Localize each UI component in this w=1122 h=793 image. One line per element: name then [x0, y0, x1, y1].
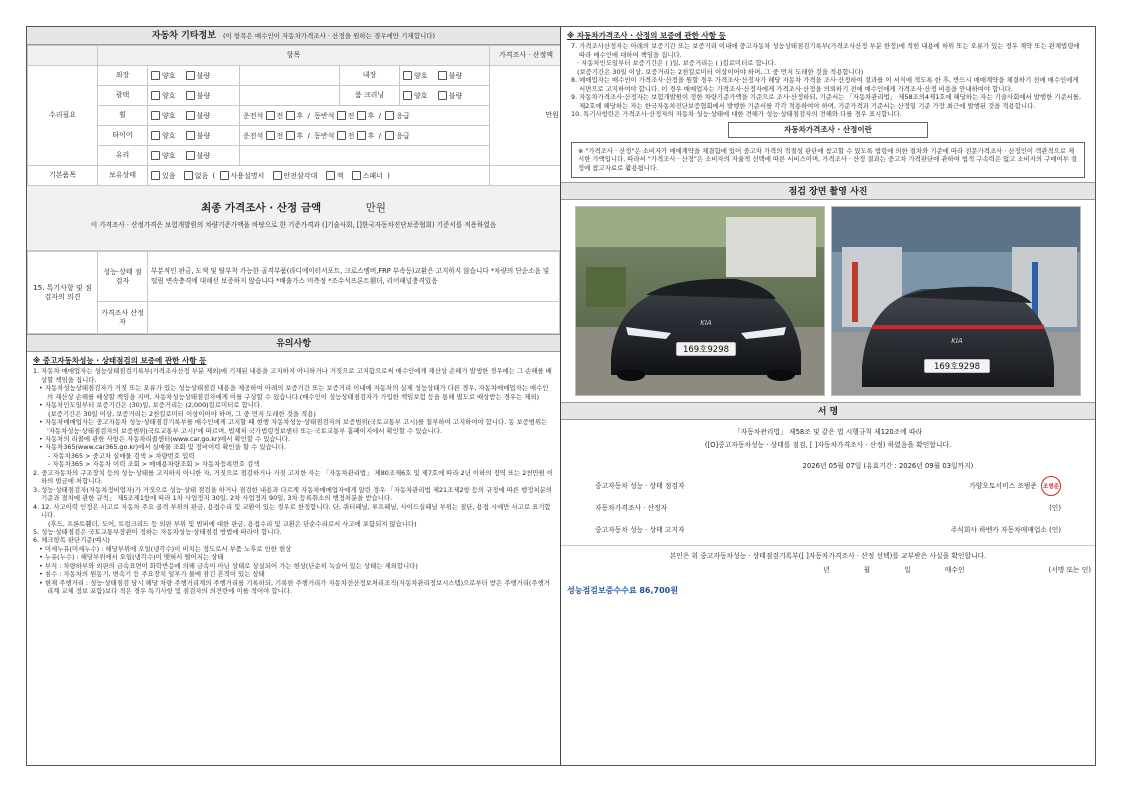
checkbox[interactable]: [352, 171, 361, 180]
row-room-cleaning: 룸 크리닝: [340, 86, 400, 106]
checkbox[interactable]: [357, 131, 366, 140]
inspection-record-sheet: [26, 26, 1096, 766]
note-item: • 자동차성능상태점검자가 거짓 또는 오류가 있는 성능상태점검 내용을 제공하여 아래의 보증기간 또는 보증거리 이내에 자동차의 실제 성능상태가 다른 경우, 자동차매매업자는 매수인의 재산상 손해를 배상할 책임을 지며, 자동차성능상태점검자에게 이를 구상할 수 있습니다.(매수인이 성능상태점검자가 가입한 책임보험 등을 통해 별도로 배상받는 경우는 제외): [33, 384, 554, 401]
row-tire: 타이어: [98, 126, 148, 146]
opt-label: 있음: [162, 171, 176, 180]
checkbox[interactable]: [286, 131, 295, 140]
car-front-image: [576, 207, 825, 396]
emergency-label: 응급: [396, 131, 410, 140]
price-assessor-opinion: [148, 302, 560, 334]
price-unit: 만원: [490, 66, 561, 166]
checkbox[interactable]: [186, 71, 195, 80]
basic-status: 보유상태: [98, 166, 148, 186]
checkbox[interactable]: [286, 111, 295, 120]
note-item: • 부식 : 차량하부와 외판의 금속표면이 화학반응에 의해 금속이 아닌 상태로 상실되어 가는 현상(단순히 녹슬어 있는 상태는 제외합니다): [33, 562, 554, 570]
front-label: 전: [276, 111, 284, 120]
item-label: 잭: [336, 171, 344, 180]
checkbox[interactable]: [186, 91, 195, 100]
checkbox[interactable]: [266, 131, 275, 140]
sign-row-assessor: [571, 497, 1085, 519]
cautions-heading: ※ 중고자동차성능 · 상태점검의 보증에 관한 사항 등: [33, 356, 207, 365]
rear-label: 후: [367, 111, 375, 120]
note-item: 4. 12. 사고이력 인정은 사고로 자동차 주요 골격 부위의 판금, 용접수리 및 교환이 있는 경우로 한정합니다. 단, 쿼터패널, 루프패널, 사이드실패널 부위는 절단, 용접 시에만 사고로 표기합니다.: [33, 502, 551, 520]
passenger-label: 동반석: [314, 111, 335, 120]
note-item: · 자동차인도일부터 보증기간은 ( )일, 보증거리는 ( )킬로미터로 합니다.: [577, 59, 776, 68]
opt-label: 양호: [162, 111, 176, 120]
signature-section: [561, 420, 1095, 582]
checkbox[interactable]: [186, 151, 195, 160]
seal-text: 조범준: [1043, 484, 1059, 491]
header-price: 가격조사 · 산정액: [490, 46, 561, 66]
cautions-list: [27, 367, 560, 595]
checkbox[interactable]: [385, 111, 394, 120]
checkbox[interactable]: [151, 71, 160, 80]
opt-label: 양호: [414, 91, 428, 100]
sign-role: 중고자동차 성능 · 상태 점검자: [595, 481, 685, 490]
red-seal-icon: [1041, 476, 1061, 496]
note-item: (후드, 프론트휀더, 도어, 트렁크리드 등 외판 부위 및 범퍼에 대한 판금, 용접수리 및 교환은 단순수리로서 사고에 포함되지 않습니다): [48, 519, 417, 528]
final-price-unit: 만원: [365, 202, 386, 214]
sign-name: (인): [1049, 503, 1061, 512]
checkbox[interactable]: [403, 71, 412, 80]
opt-label: 불량: [196, 131, 211, 140]
left-column: [27, 27, 561, 765]
checkbox[interactable]: [151, 151, 160, 160]
price-notes-list: [561, 42, 1095, 118]
checkbox[interactable]: [220, 171, 229, 180]
item-label: 안전삼각대: [283, 171, 318, 180]
emergency-label: 응급: [396, 111, 410, 120]
note-item: 8. 매매업자는 매수인이 가격조사·산정을 원할 경우 가격조사·산정자가 해당 자동차 가격을 조사·산정하여 결과를 이 서식에 적도록 한 후, 반드시 매매계약을 체결하기 전에 매수인에게 서면으로 고지하여야 합니다. 이 경우 매매업자는 가격조사·산정자에게 가격조사·산정을 의뢰하기 전에 매수인에게 가격조사·산정 비용을 안내하여야 합니다.: [571, 76, 1079, 93]
final-sub-opt1: ]기술사회, [: [324, 221, 360, 230]
year-label: 년: [823, 565, 830, 574]
front-label: 전: [276, 131, 284, 140]
checkbox[interactable]: [184, 171, 193, 180]
inspection-photo-front: [575, 206, 825, 396]
driver-label: 운전석: [243, 111, 264, 120]
front-label: 전: [347, 111, 355, 120]
header-item: 항목: [98, 46, 490, 66]
car-rear-image: [832, 207, 1081, 396]
price-box-title: 자동차가격조사 · 산정이란: [728, 122, 928, 137]
checkbox[interactable]: [151, 111, 160, 120]
note-item: • 자동차인도일부터 보증기간은 (30)일, 보증거리는 (2,000)킬로미터로 합니다.: [33, 401, 554, 409]
note-item: 1. 자동차 매매업자는 성능상태점검기록부(가격조사산정 부분 제외)에 기재된 내용을 고지하지 아니하거나 거짓으로 고지함으로써 매수인에게 재산상 손해가 발생한 경우에는 그 손해를 배상할 책임을 집니다.: [33, 367, 552, 384]
buyer-row: [561, 566, 1095, 574]
signature-band: [561, 402, 1095, 420]
opt-label: 불량: [196, 151, 211, 160]
opinion-label: 15. 특기사항 및 점검자의 의견: [28, 252, 98, 334]
sign-name: 가양오토서비스 조범준: [969, 481, 1037, 490]
row-exterior: 외장: [98, 66, 148, 86]
note-item: 5. 성능·상태점검은 국토교통부장관이 정하는 자동차성능·상태점검 방법에 따라야 합니다.: [33, 527, 282, 536]
opinion-table: [27, 251, 560, 334]
note-item: • 누유(누수) : 해당부위에서 오일(냉각수)이 맺혀서 떨어지는 상태: [33, 553, 554, 561]
sign-role: 자동차가격조사 · 산정자: [595, 503, 668, 512]
rear-label: 후: [367, 131, 375, 140]
row-wheel: 휠: [98, 106, 148, 126]
opt-label: 양호: [162, 151, 176, 160]
other-info-title: 자동차 기타정보: [151, 31, 216, 41]
final-price-section: [27, 186, 560, 251]
item-label: 사용설명서: [230, 171, 265, 180]
opt-label: 양호: [414, 71, 428, 80]
note-item: (보증기간은 30일 이상, 보증거리는 2천킬로미터 이상이어야 하며, 그 중 먼저 도래한 것을 적용): [48, 409, 316, 418]
note-item: • 침수 : 자동차의 원동기, 변속기 등 주요장치 일부가 물에 잠긴 흔적이 있는 상태: [33, 570, 554, 578]
row-glass: 유리: [98, 146, 148, 166]
opt-label: 없음: [194, 171, 209, 180]
inspector-label: 성능·상태 점검자: [98, 252, 148, 302]
kia-logo: KIA: [700, 318, 712, 327]
checkbox[interactable]: [151, 171, 160, 180]
checkbox[interactable]: [186, 111, 195, 120]
opt-label: 불량: [448, 71, 463, 80]
checkbox[interactable]: [385, 131, 394, 140]
inspection-photo-rear: [831, 206, 1081, 396]
opt-label: 불량: [196, 71, 211, 80]
opt-label: 양호: [162, 131, 176, 140]
opt-label: 불량: [448, 91, 463, 100]
photos-title: 점검 장면 촬영 사진: [788, 186, 868, 197]
note-item: • 자동차매매업자는 중고자동차 성능·상태점검기록부를 매수인에게 고지할 때 현행 자동차성능·상태점검자의 보증범위(국토교통부 고시)를 첨부하여 고지하여야 합니다. 동 보증범위는 '자동차성능·상태점검자의 보증범위(국토교통부 고시)'에 따르며, 법제처 국가법령정보센터 또는 국토교통부 홈페이지에서 확인할 수 있습니다.: [33, 418, 554, 435]
item-label: 스패너: [362, 171, 383, 180]
price-box-text: ※ "가격조사 · 산정"은 소비자가 매매계약을 체결함에 있어 중고차 가격의 적절성 판단에 참고할 수 있도록 법령에 의한 절차와 기준에 따라 전문가격조사 · 산정인이 객관적으로 제시한 가액입니다. 따라서 "가격조사 · 산정"은 소비자의 자율적 선택에 따른 서비스이며, 가격조사 · 산정 결과는 중고차 가격판단에 관하여 법적 구속력은 없고 소비자의 구매여부 결정에 참고자료로 활용됩니다.: [571, 142, 1085, 178]
opt-label: 양호: [162, 71, 176, 80]
front-label: 전: [347, 131, 355, 140]
other-info-note: (이 항목은 매수인이 자동차가격조사 · 산정을 원하는 경우에만 기재합니다): [223, 32, 436, 40]
checkbox[interactable]: [151, 131, 160, 140]
note-item: 10. 특기사항란은 가격조사·산정자의 자동차 성능·상태에 대한 견해가 성능·상태점검자의 견해와 다를 경우 표시합니다.: [571, 110, 902, 118]
opt-label: 양호: [162, 91, 176, 100]
buyer-label: 매수인: [944, 565, 965, 574]
sign-line-1: 「자동차관리법」 제58조 및 같은 법 시행규칙 제120조에 따라: [733, 427, 923, 436]
row-gloss: 광택: [98, 86, 148, 106]
final-sub-opt2: ]한국자동차진단보증협회) 기준서를 적용하였음: [359, 221, 497, 230]
note-item: (보증기간은 30일 이상, 보증거리는 2천킬로미터 이상이어야 하며, 그 중 먼저 도래한 것을 적용합니다): [577, 67, 864, 76]
sign-role: 중고자동차 성능 · 상태 고지자: [595, 525, 685, 534]
cautions-title: 유의사항: [276, 339, 311, 349]
checkbox[interactable]: [266, 111, 275, 120]
checkbox[interactable]: [186, 131, 195, 140]
other-info-table: 항목 가격조사 · 산정액 수리필요 외장 양호 불량 내장 양호 불량 만원 광택 양호 불량 룸 크리닝 양호 불량 휠 양호 불량 운전석 전 후 / 동반석 전 후 / 응급 타이어 양호 불량 운전석 전 후 / 동반석 전 후 / 응급 유리 양호 불량 기본품목 보유상태 있음 없음 ( 사용설명서 안전삼각대 잭 스패너 ): [27, 45, 561, 186]
note-item: 7. 가격조사산정자는 아래의 보증기간 또는 보증거리 이내에 중고자동차 성능상태점검기록부(가격조사산정 부분 한정)에 적힌 내용에 허위 또는 오류가 있는 경우 계약 또는 관계법령에 따라 매수인에 대하여 책임을 집니다.: [571, 42, 1080, 59]
sign-date: 2026년 05월 07일 (유효기간 : 2026년 09월 03일까지): [802, 461, 974, 470]
opt-label: 불량: [196, 91, 211, 100]
buyer-sign: (서명 또는 인): [1048, 565, 1091, 574]
checkbox[interactable]: [403, 91, 412, 100]
final-sub-prefix: 이 가격조사 · 산정가격은 보험개발원의 차량기준가액을 바탕으로 한 기준가격과 (: [90, 221, 325, 230]
price-assessor-label: 가격조사 산정자: [98, 302, 148, 334]
checkbox[interactable]: [438, 71, 447, 80]
opt-label: 불량: [196, 111, 211, 120]
license-plate-1: 169호9298: [682, 344, 730, 355]
note-item: 2. 중고자동차의 구조장치 등의 성능·상태를 고지하지 아니한 자, 거짓으로 점검하거나 거짓 고지한 자는 「자동차관리법」 제80조제6호 및 제7호에 따라 2년 이하의 징역 또는 2천만원 이하의 벌금에 처합니다.: [33, 468, 554, 486]
checkbox[interactable]: [273, 171, 282, 180]
kia-logo: KIA: [951, 336, 963, 345]
repair-label: 수리필요: [28, 66, 98, 166]
photos-row: [561, 200, 1095, 402]
row-interior: 내장: [340, 66, 400, 86]
note-item: • 자동차365(www.car365.go.kr)에서 실매물 조회 및 정비이력 확인을 할 수 있습니다.: [33, 443, 554, 451]
sign-name: 주식회사 하벤카 자동차매매업소 (인): [950, 525, 1061, 534]
month-label: 월: [863, 565, 871, 574]
passenger-label: 동반석: [314, 131, 335, 140]
cautions-band: [27, 334, 560, 352]
right-column: [561, 27, 1095, 765]
sign-row-inspector: [571, 475, 1085, 497]
checkbox[interactable]: [337, 131, 346, 140]
note-item: • 현재 주행거리 : 성능·상태점검 당시 해당 차량 주행거리계의 주행거리를 기록하되, 기록한 주행거리가 자동차전산정보처리조직(자동차관리정보시스템)으로부터 받은 주행거리(주행거리계 교체 정보 포함)보다 적은 경우 특기사항 및 점검자의 의견란에 이를 적어야 합니다.: [33, 579, 554, 596]
sign-row-notifier: [571, 519, 1085, 541]
note-item: 6. 체크항목 판단기준(예시): [33, 536, 110, 545]
inspection-fee: 성능점검보증수수료 86,700원: [567, 586, 678, 596]
other-info-band: [27, 27, 560, 45]
note-item: • 자동차의 리콜에 관한 사항은 자동차리콜센터(www.car.go.kr)에서 확인할 수 있습니다.: [33, 435, 554, 443]
rear-label: 후: [296, 131, 304, 140]
basic-label: 기본품목: [28, 166, 98, 186]
checkbox[interactable]: [151, 91, 160, 100]
driver-label: 운전석: [243, 131, 264, 140]
rear-label: 후: [296, 111, 304, 120]
photos-band: [561, 182, 1095, 200]
checkbox[interactable]: [438, 91, 447, 100]
note-item: - 자동차365 > 자동차 이력 조회 > 매매용차량조회 > 자동차등록번호 검색: [48, 460, 260, 469]
checkbox[interactable]: [326, 171, 335, 180]
note-item: 9. 자동차가격조사·산정자는 보험개발원이 정한 차량기준가액을 기준으로 조사·산정하되, 기준서는 「자동차관리법」 제58조의4제1호에 해당하는 자는 기술사회에서 발행한 기준서를, 제2호에 해당하는 자는 한국자동차진단보증협회에서 발행한 기준서를 각각 적용하여야 하며, 기준가격과 기준서는 산정일 기준 가장 최근에 발행된 것을 적용합니다.: [571, 93, 1082, 110]
note-item: • 미세누유(미세누수) : 해당부위에 오일(냉각수)이 비치는 정도로서 부품 노후로 인한 현상: [33, 545, 554, 553]
signature-title: 서 명: [817, 406, 839, 417]
checkbox[interactable]: [357, 111, 366, 120]
license-plate-2: 169호9298: [933, 361, 981, 372]
inspector-opinion: 부분적인 판금, 도색 및 탈부착 가능한 골격부품(라디에이터서포트, 크로스멤버,FRP 부속등)교환은 고지하지 않습니다 *차량의 단순소음 및 떨림 변속충격에 대해선 보증하지 않습니다 *배출가스 미측정 *조수석프론트휀더, 리어패널충격있음: [148, 252, 560, 302]
note-item: - 자동차365 > 중고차 실매물 검색 > 차량번호 입력: [48, 451, 195, 460]
day-label: 일: [904, 565, 911, 574]
confirm-line: 본인은 위 중고자동차성능 · 상태점검기록부([ ]자동차가격조사 · 산정 선택)를 교부받은 사실을 확인합니다.: [669, 552, 987, 561]
checkbox[interactable]: [337, 111, 346, 120]
sign-line-2: ([O]중고자동차성능 · 상태를 점검, [ ]자동차가격조사 · 산정) 하였음을 확인합니다.: [704, 441, 952, 450]
price-notes-heading: ※ 자동차가격조사 · 산정의 보증에 관한 사항 등: [567, 31, 726, 40]
final-price-title: 최종 가격조사 · 산정 금액: [201, 202, 322, 214]
note-item: 3. 성능·상태점검자(자동차정비업자)가 거짓으로 성능·상태 점검을 하거나 점검한 내용과 다르게 자동차매매업자에게 알린 경우 「자동차관리법 제21조제2항 등의 규정에 따른 행정처분의 기준과 절차에 관한 규칙」 제5조제1항에 따라 1차 사업정지 30일, 2차 사업정지 90일, 3차 등록취소의 행정처분을 받습니다.: [33, 485, 552, 503]
